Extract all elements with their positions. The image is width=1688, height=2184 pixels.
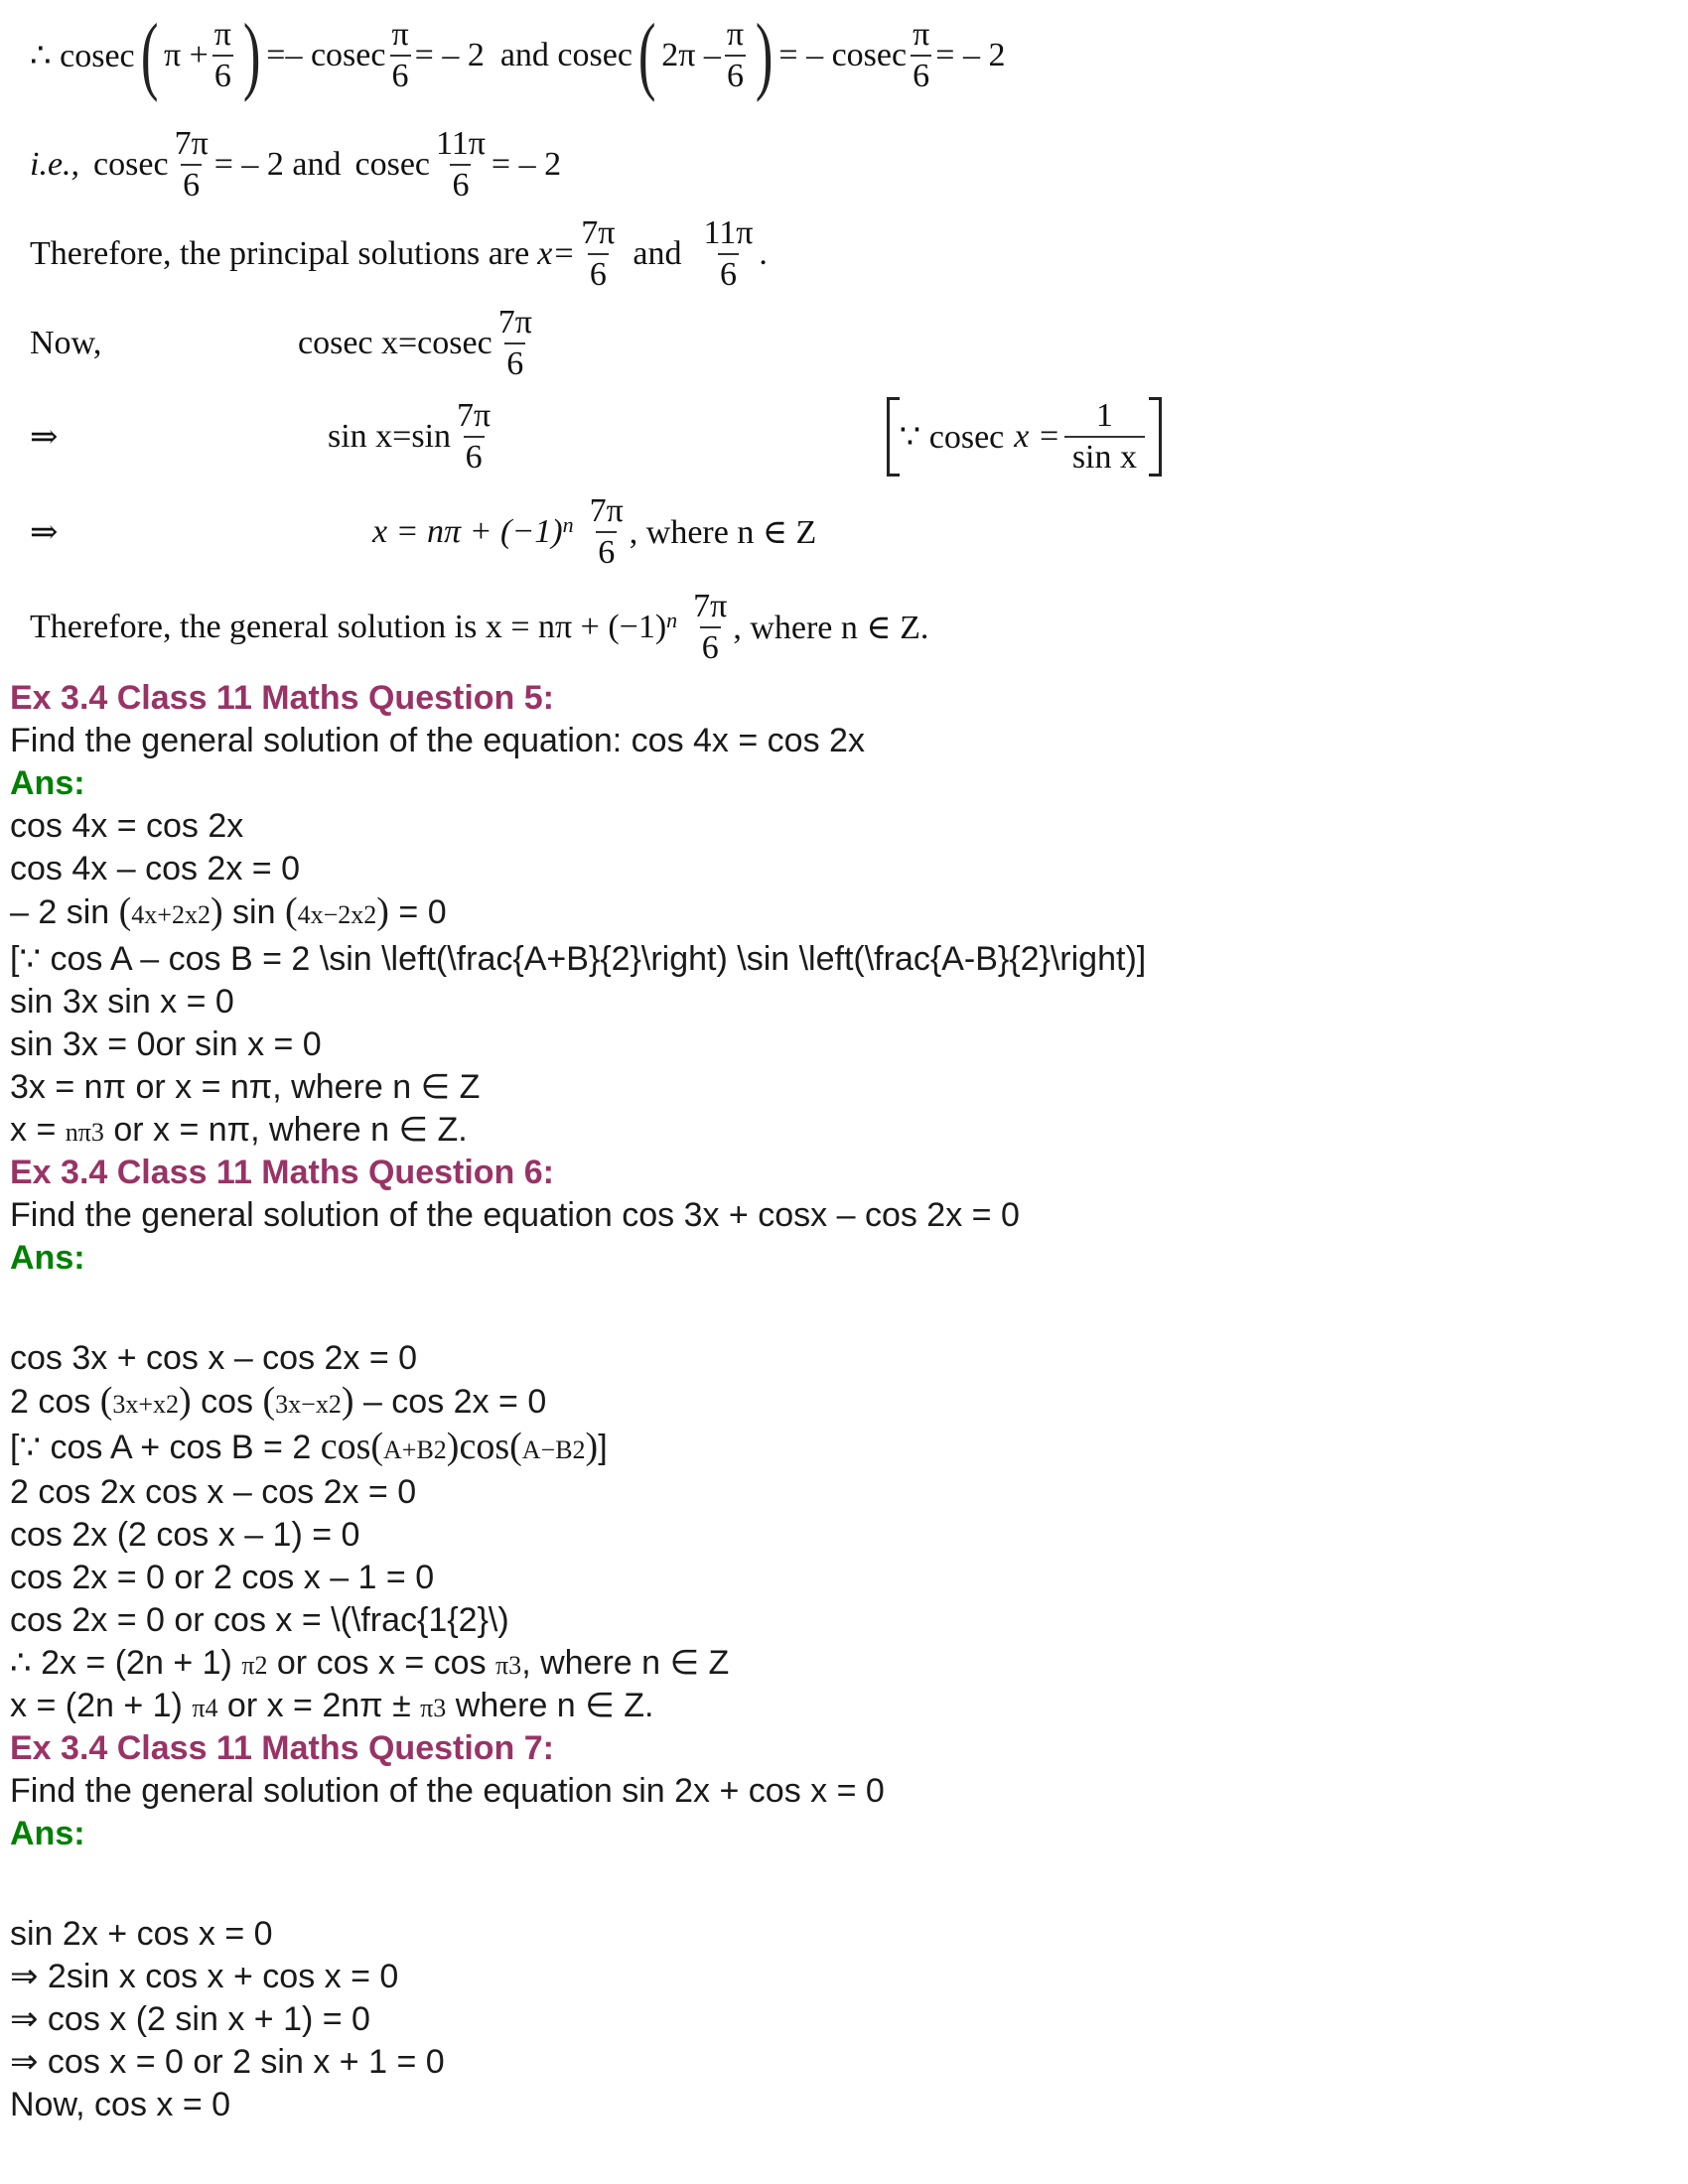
x-general-line — [30, 494, 816, 570]
solution-step: ⇒ cos x = 0 or 2 sin x + 1 = 0 — [10, 2043, 445, 2081]
fraction-1-over-sinx: $\frac{1}{\text{sin x}}$ — [1064, 399, 1145, 475]
fraction-7pi-over-6: $\frac{7\pi}{6}$ — [589, 492, 624, 571]
x-equals: x = — [1014, 418, 1060, 455]
answer-label: Ans: — [10, 1239, 85, 1277]
now-label: Now, — [30, 325, 102, 361]
general-solution-text: Therefore, the general solution is x = nπ + (−1) — [30, 609, 667, 645]
question-7-text: Find the general solution of the equation sin 2x + cos x = 0 — [10, 1772, 885, 1810]
solution-step: Now, cos x = 0 — [10, 2086, 231, 2123]
where-text: , where n ∈ Z — [629, 514, 817, 551]
general-solution-line — [30, 590, 928, 665]
ie-label: i.e., — [30, 146, 80, 183]
cosec-label: cosec — [93, 146, 169, 183]
solution-step: 2 cos (3x+x2) cos (3x−x2) – cos 2x = 0 — [10, 1380, 547, 1422]
solution-step: cos 2x = 0 or 2 cos x – 1 = 0 — [10, 1559, 435, 1596]
sin-equation: sin x=sin — [328, 418, 452, 455]
answer-label: Ans: — [10, 1815, 85, 1852]
solution-step: ⇒ cos x (2 sin x + 1) = 0 — [10, 2000, 370, 2038]
and-text: and — [633, 235, 682, 272]
solution-step: ∴ 2x = (2n + 1) π2 or cos x = cos π3, where n ∈ Z — [10, 1644, 730, 1682]
principal-solutions-line — [30, 216, 768, 292]
x-equals: x= — [537, 235, 576, 272]
fraction-pi-over-6: $\frac{\pi}{6}$ — [913, 16, 930, 94]
equation-line-ie — [30, 127, 561, 203]
solution-step: x = (2n + 1) π4 or x = 2nπ ± π3 where n ∈ Z. — [10, 1687, 654, 1724]
neg-cosec-text: =– cosec — [266, 37, 386, 73]
and-cosec-text: and cosec — [499, 37, 633, 73]
open-paren: ( — [140, 6, 159, 103]
neg-cosec-text: = – cosec — [778, 37, 908, 73]
solution-step: sin 2x + cos x = 0 — [10, 1915, 273, 1953]
equals-neg-2: = – 2 — [935, 37, 1006, 73]
solution-step: 2 cos 2x cos x – cos 2x = 0 — [10, 1473, 417, 1511]
solution-step: – 2 sin (4x+2x2) sin (4x−2x2) = 0 — [10, 890, 447, 932]
solution-step: cos 4x – cos 2x = 0 — [10, 850, 300, 887]
cosec-label: ∴ cosec — [30, 38, 135, 74]
solution-step: cos 4x = cos 2x — [10, 807, 244, 845]
equals-text: = – 2 and — [213, 146, 342, 183]
spacer — [10, 1855, 1678, 1913]
sin-line — [30, 397, 1162, 477]
arg-text: 2π – — [661, 37, 721, 73]
question-6-text: Find the general solution of the equation cos 3x + cosx – cos 2x = 0 — [10, 1196, 1020, 1234]
fraction-7pi-over-6: $\frac{7\pi}{6}$ — [581, 214, 616, 293]
reason-bracket — [887, 397, 1162, 477]
fraction-pi-over-6: $\frac{\pi}{6}$ — [726, 16, 745, 94]
fraction-pi-over-6: $\frac{\pi}{6}$ — [213, 16, 231, 94]
solution-step: 3x = nπ or x = nπ, where n ∈ Z — [10, 1068, 481, 1106]
spacer — [10, 1280, 1678, 1337]
identity-note: [∵ cos A – cos B = 2 \sin \left(\frac{A+B}{2}\right) \sin \left(\frac{A-B}{2}\right)] — [10, 940, 1147, 978]
equals-neg-2: = – 2 — [414, 37, 485, 73]
fraction-7pi-over-6: $\frac{7\pi}{6}$ — [497, 304, 532, 382]
open-paren: ( — [637, 6, 656, 103]
where-text: , where n ∈ Z. — [733, 610, 929, 646]
solutions-content — [10, 677, 1678, 2126]
cosec-label: cosec — [354, 146, 431, 183]
question-5-text: Find the general solution of the equation: cos 4x = cos 2x — [10, 722, 865, 759]
exponent-n: n — [666, 608, 678, 632]
solution-step: sin 3x = 0or sin x = 0 — [10, 1025, 322, 1063]
question-5-heading: Ex 3.4 Class 11 Maths Question 5: — [10, 679, 555, 717]
close-paren: ) — [242, 6, 261, 103]
answer-label: Ans: — [10, 764, 85, 802]
implies-icon: ⇒ — [30, 419, 59, 456]
solution-step: x = nπ3 or x = nπ, where n ∈ Z. — [10, 1111, 468, 1149]
fraction-11pi-over-6: $\frac{11\pi}{6}$ — [436, 125, 486, 204]
fraction-11pi-over-6: $\frac{11\pi}{6}$ — [703, 214, 754, 293]
fraction-7pi-over-6: $\frac{7\pi}{6}$ — [174, 125, 209, 204]
solution-step: ⇒ 2sin x cos x + cos x = 0 — [10, 1958, 399, 1995]
implies-icon: ⇒ — [30, 514, 59, 551]
identity-note: [∵ cos A + cos B = 2 cos(A+B2)cos(A−B2)] — [10, 1426, 608, 1467]
fraction-7pi-over-6: $\frac{7\pi}{6}$ — [457, 397, 492, 476]
exponent-n: n — [562, 512, 574, 537]
now-line — [30, 306, 538, 381]
equals-text: = – 2 — [491, 146, 562, 183]
scanned-solution-image — [0, 0, 1688, 675]
general-lhs: x = nπ + (−1) — [372, 513, 563, 550]
arg-text: π + — [163, 37, 209, 73]
question-6-heading: Ex 3.4 Class 11 Maths Question 6: — [10, 1154, 555, 1191]
equation-line-cosec-values — [30, 6, 1006, 103]
period: . — [759, 235, 768, 272]
solution-step: sin 3x sin x = 0 — [10, 983, 234, 1021]
solution-step: cos 2x (2 cos x – 1) = 0 — [10, 1516, 360, 1554]
solution-step: cos 3x + cos x – cos 2x = 0 — [10, 1339, 418, 1377]
fraction-pi-over-6: $\frac{\pi}{6}$ — [391, 16, 409, 94]
close-paren: ) — [755, 6, 774, 103]
because-cosec: ∵ cosec — [899, 419, 1005, 456]
principal-solutions-text: Therefore, the principal solutions are — [30, 235, 530, 272]
solution-step: cos 2x = 0 or cos x = \(\frac{1{2}\) — [10, 1601, 509, 1639]
question-7-heading: Ex 3.4 Class 11 Maths Question 7: — [10, 1729, 555, 1767]
fraction-7pi-over-6: $\frac{7\pi}{6}$ — [693, 588, 728, 666]
cosec-equation: cosec x=cosec — [298, 325, 492, 361]
